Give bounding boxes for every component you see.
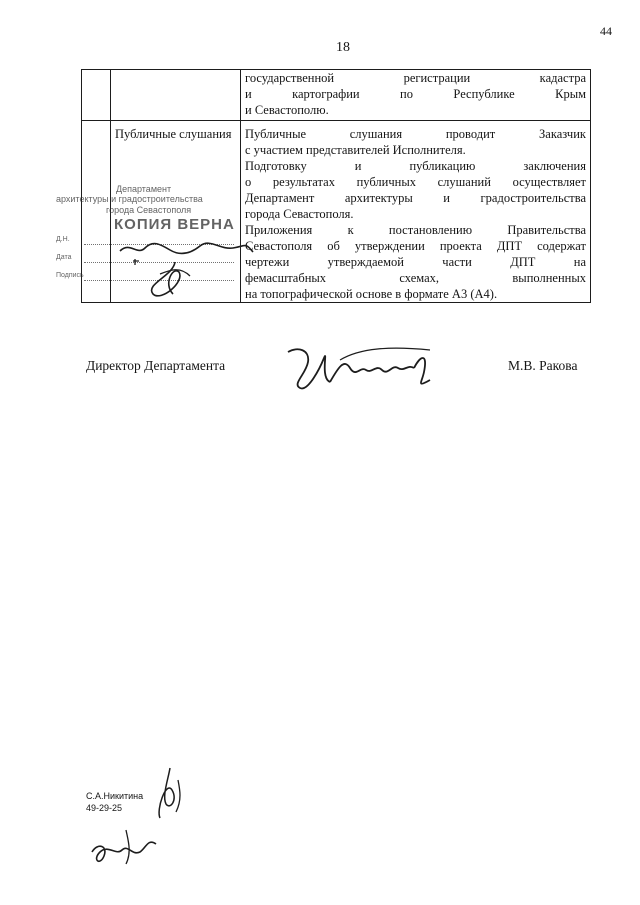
content-line: чертежи утверждаемой части ДПТ на — [245, 255, 586, 269]
stamp-field-label: Дата — [56, 254, 72, 261]
content-line: Приложения к постановлению Правительства — [245, 223, 586, 237]
stamp-department-line: архитектуры и градостроительства — [56, 194, 203, 204]
content-cell — [241, 70, 591, 121]
stamp-title: КОПИЯ ВЕРНА — [114, 216, 235, 233]
executor-phone: 49-29-25 — [86, 803, 123, 813]
page-number: 18 — [336, 40, 350, 55]
label-cell — [111, 70, 241, 121]
label-cell: Публичные слушания — [111, 121, 241, 303]
stamp-department-line: Департамент — [116, 184, 172, 194]
content-line: с участием представителей Исполнителя. — [245, 143, 466, 157]
signatory-name: М.В. Ракова — [508, 358, 578, 373]
content-line: и Севастополю. — [245, 103, 329, 117]
content-line: о результатах публичных слушаний осуществляет — [245, 175, 586, 189]
stamp-field-label: Д.Н. — [56, 236, 70, 243]
number-cell — [82, 70, 111, 121]
stamp-field-line — [84, 280, 234, 281]
archive-page-number: 44 — [600, 24, 612, 38]
content-line: города Севастополя. — [245, 207, 354, 221]
director-signature — [280, 338, 440, 400]
content-line: фемасштабных схемах, выполненных — [245, 271, 586, 285]
content-line: и картографии по Республике Крым — [245, 87, 586, 101]
content-line: государственной регистрации кадастра — [245, 71, 586, 85]
content-cell — [241, 121, 591, 303]
approval-initials-signature — [86, 760, 196, 880]
table-row — [82, 70, 591, 121]
content-line: на топографической основе в формате А3 (А4). — [245, 287, 498, 301]
content-line: Публичные слушания проводит Заказчик — [245, 127, 586, 141]
copy-certified-stamp — [56, 184, 266, 284]
stamp-field-line — [84, 244, 234, 245]
content-line: Подготовку и публикацию заключения — [245, 159, 586, 173]
executor-name: С.А.Никитина — [86, 791, 144, 801]
content-line: Севастополя об утверждении проекта ДПТ содержат — [245, 239, 586, 253]
stamp-city-line: города Севастополя — [106, 205, 192, 215]
content-line: Департамент архитектуры и градостроительства — [245, 191, 586, 205]
stamp-field-line — [84, 262, 234, 263]
signatory-title: Директор Департамента — [86, 358, 226, 373]
stamp-field-label: Подпись — [56, 272, 84, 279]
